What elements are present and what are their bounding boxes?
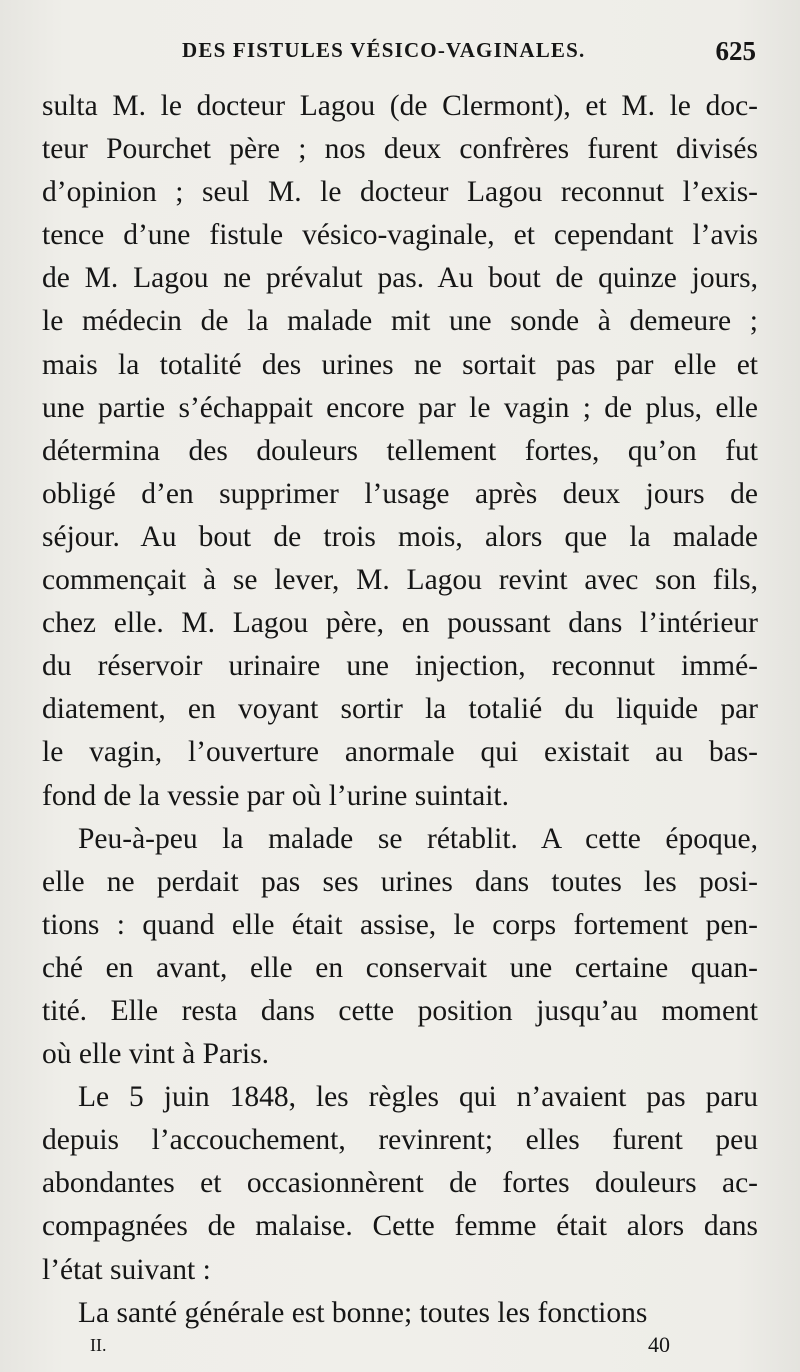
text-line: depuis l’accouchement, revinrent; elles furent peu bbox=[42, 1124, 758, 1157]
text-line: abondantes et occasionnèrent de fortes douleurs ac- bbox=[42, 1167, 758, 1200]
text-line: d’opinion ; seul M. le docteur Lagou reconnut l’exis- bbox=[42, 176, 758, 209]
text-line: teur Pourchet père ; nos deux confrères furent divisés bbox=[42, 133, 758, 166]
text-line: détermina des douleurs tellement fortes, qu’on fut bbox=[42, 434, 758, 467]
paragraph-end-line: où elle vint à Paris. bbox=[42, 1038, 269, 1071]
page-number: 625 bbox=[715, 36, 756, 66]
paragraph-first-line: La santé générale est bonne; toutes les fonctions bbox=[78, 1296, 648, 1329]
text-line: de M. Lagou ne prévalut pas. Au bout de quinze jours, bbox=[42, 262, 758, 295]
signature-mark: II. bbox=[90, 1335, 107, 1355]
paragraph-end-line: fond de la vessie par où l’urine suintait. bbox=[42, 779, 509, 812]
text-line: le vagin, l’ouverture anormale qui existait au bas- bbox=[42, 736, 758, 769]
text-line: tions : quand elle était assise, le corps fortement pen- bbox=[42, 908, 758, 941]
text-line: tence d’une fistule vésico-vaginale, et cependant l’avis bbox=[42, 219, 758, 252]
body-text bbox=[42, 85, 758, 1335]
text-line: du réservoir urinaire une injection, reconnut immé- bbox=[42, 650, 758, 683]
text-line: elle ne perdait pas ses urines dans toutes les posi- bbox=[42, 865, 758, 898]
running-head bbox=[40, 36, 760, 66]
running-head-title: DES FISTULES VÉSICO-VAGINALES. bbox=[182, 38, 586, 62]
text-line: diatement, en voyant sortir la totalié du liquide par bbox=[42, 693, 758, 726]
paragraph-first-line: Le 5 juin 1848, les règles qui n’avaient pas paru bbox=[78, 1081, 758, 1114]
text-line: séjour. Au bout de trois mois, alors que la malade bbox=[42, 520, 758, 553]
text-line: une partie s’échappait encore par le vagin ; de plus, elle bbox=[42, 391, 758, 424]
text-line: obligé d’en supprimer l’usage après deux jours de bbox=[42, 477, 758, 510]
paragraph-first-line: Peu-à-peu la malade se rétablit. A cette époque, bbox=[78, 822, 758, 855]
text-line: chez elle. M. Lagou père, en poussant dans l’intérieur bbox=[42, 607, 758, 640]
text-line: le médecin de la malade mit une sonde à demeure ; bbox=[42, 305, 758, 338]
text-line: sulta M. le docteur Lagou (de Clermont), et M. le doc- bbox=[42, 90, 758, 122]
text-line: ché en avant, elle en conservait une certaine quan- bbox=[42, 951, 758, 984]
text-line: mais la totalité des urines ne sortait pas par elle et bbox=[42, 348, 758, 381]
text-line: compagnées de malaise. Cette femme était alors dans bbox=[42, 1210, 758, 1243]
sheet-number: 40 bbox=[648, 1332, 670, 1357]
paragraph-end-line: l’état suivant : bbox=[42, 1253, 211, 1286]
text-line: tité. Elle resta dans cette position jusqu’au moment bbox=[42, 994, 758, 1027]
page-footer bbox=[90, 1332, 670, 1360]
text-line: commençait à se lever, M. Lagou revint avec son fils, bbox=[42, 564, 758, 597]
